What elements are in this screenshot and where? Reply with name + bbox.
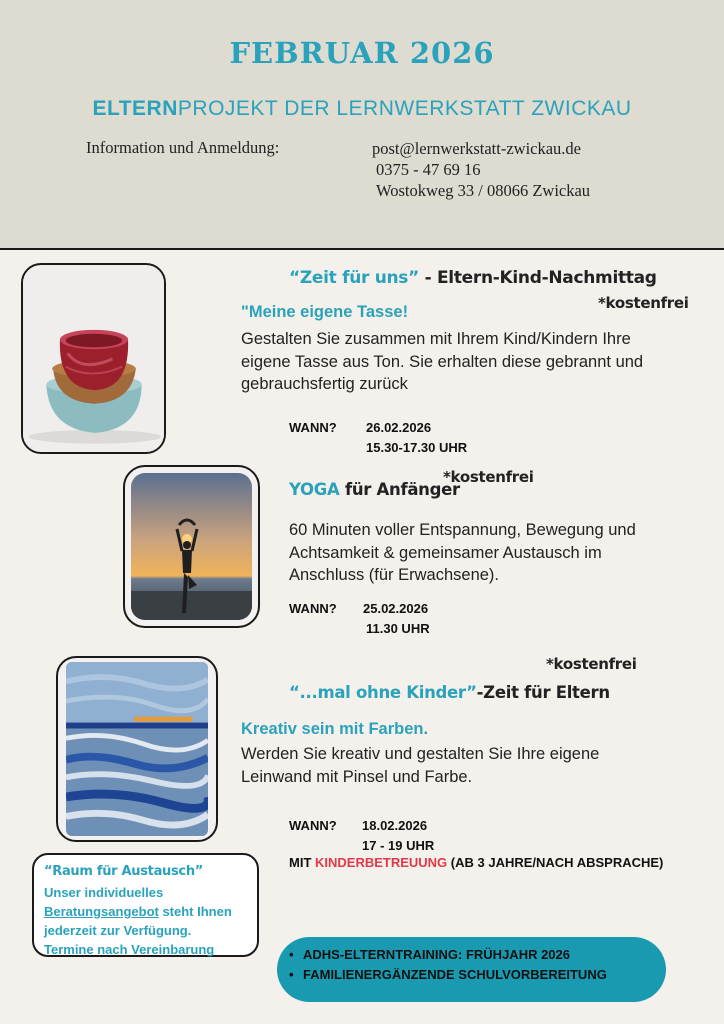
list-item: • FAMILIENERGÄNZENDE SCHULVORBEREITUNG	[289, 965, 666, 985]
consultation-title: “Raum für Austausch”	[44, 864, 204, 879]
programs-pill	[277, 937, 666, 1002]
yoga-photo-frame	[123, 465, 260, 628]
event3-title-teal: “...mal ohne Kinder”	[289, 683, 477, 702]
event1-title-rest: - Eltern-Kind-Nachmittag	[419, 268, 657, 288]
seascape-painting-image	[66, 662, 208, 836]
event2-when	[289, 599, 430, 639]
consultation-line3: jederzeit zur Verfügung.	[44, 923, 192, 938]
event1-lead: "Meine eigene Tasse!	[241, 303, 409, 321]
pottery-photo	[21, 263, 166, 454]
event1-time: 15.30-17.30 UHR	[366, 440, 468, 455]
event2-title-rest: für Anfänger	[339, 480, 460, 499]
event2-free-badge: *kostenfrei	[443, 468, 534, 486]
event2-title-teal: YOGA	[289, 480, 340, 499]
event1-free-badge: *kostenfrei	[598, 294, 689, 312]
event2-date: 25.02.2026	[363, 601, 429, 616]
event1-description: Gestalten Sie zusammen mit Ihrem Kind/Kindern Ihre eigene Tasse aus Ton. Sie erhalten diese gebrannt und gebrauchsfertig zurück	[241, 330, 644, 393]
consultation-link[interactable]: Beratungsangebot	[44, 904, 159, 919]
consultation-line2: steht Ihnen	[158, 904, 232, 919]
contact-block	[372, 138, 590, 201]
painting-photo-frame	[56, 656, 218, 842]
subtitle	[0, 97, 724, 121]
page-title: FEBRUAR 2026	[229, 36, 495, 70]
contact-email[interactable]: post@lernwerkstatt-zwickau.de	[372, 139, 581, 158]
event1-when	[289, 418, 467, 458]
childcare-suffix: (AB 3 JAHRE/NACH ABSPRACHE)	[447, 855, 664, 870]
childcare-highlight: KINDERBETREUUNG	[315, 855, 448, 870]
event1-date: 26.02.2026	[366, 420, 432, 435]
event3-free-badge: *kostenfrei	[546, 655, 637, 673]
event2-when-label: WANN?	[289, 601, 337, 616]
list-item: • ADHS-ELTERNTRAINING: FRÜHJAHR 2026	[289, 945, 666, 965]
programs-list	[289, 945, 666, 985]
event3-time: 17 - 19 UHR	[362, 838, 435, 853]
info-label: Information und Anmeldung:	[86, 138, 280, 157]
event3-lead: Kreativ sein mit Farben.	[241, 720, 429, 738]
contact-phone: 0375 - 47 69 16	[376, 160, 481, 179]
event1-title	[289, 268, 657, 288]
event2-title	[289, 480, 460, 499]
event3-when-label: WANN?	[289, 818, 337, 833]
event1-when-label: WANN?	[289, 420, 337, 435]
event3-when	[289, 816, 434, 856]
childcare-prefix: MIT	[289, 855, 315, 870]
subtitle-rest: PROJEKT DER LERNWERKSTATT ZWICKAU	[177, 97, 632, 120]
event2-description: 60 Minuten voller Entspannung, Bewegung und Achtsamkeit & gemeinsamer Austausch im Anschluss (für Erwachsene).	[289, 521, 636, 584]
event3-title	[289, 683, 610, 702]
yoga-sunset-image	[131, 473, 252, 620]
subtitle-bold: ELTERN	[92, 97, 178, 120]
event3-title-rest: -Zeit für Eltern	[476, 683, 610, 702]
childcare-note	[289, 855, 663, 870]
event3-description: Werden Sie kreativ und gestalten Sie Ihre eigene Leinwand mit Pinsel und Farbe.	[241, 745, 600, 786]
contact-address: Wostokweg 33 / 08066 Zwickau	[376, 181, 591, 200]
event2-time: 11.30 UHR	[366, 621, 430, 636]
consultation-box	[32, 853, 259, 957]
consultation-text	[44, 883, 247, 959]
consultation-line1: Unser individuelles	[44, 885, 164, 900]
event1-title-teal: “Zeit für uns”	[289, 268, 419, 288]
consultation-line4: Termine nach Vereinbarung	[44, 942, 215, 957]
pottery-bowls-image	[23, 265, 164, 452]
header-band	[0, 0, 724, 250]
event3-date: 18.02.2026	[362, 818, 428, 833]
